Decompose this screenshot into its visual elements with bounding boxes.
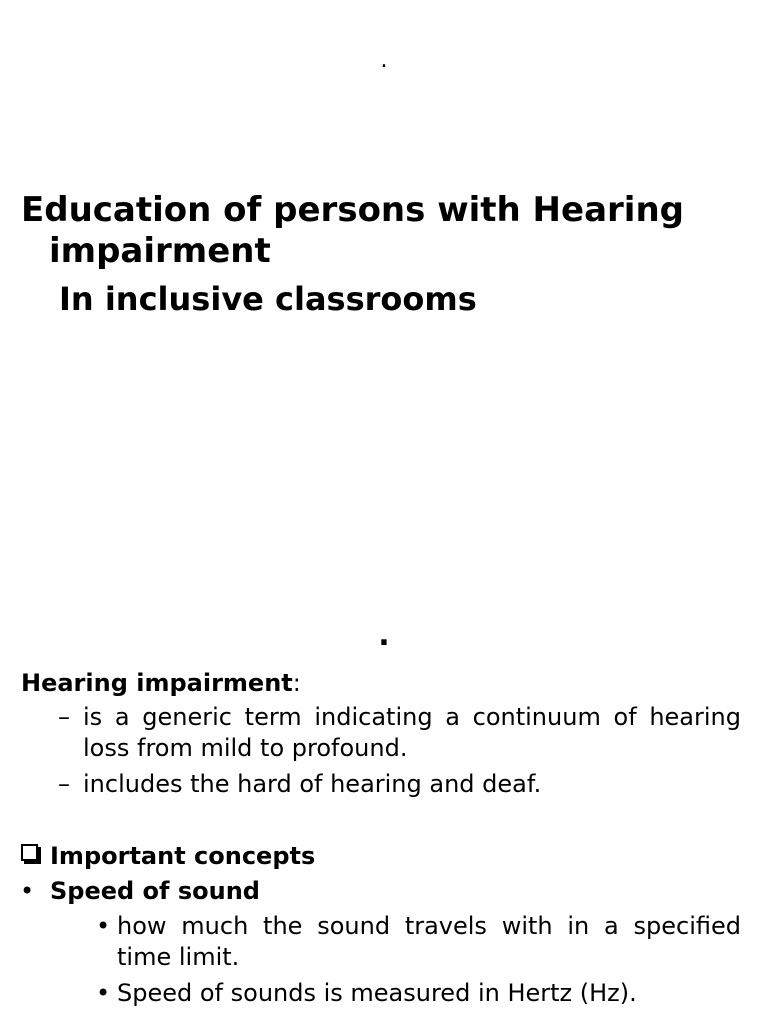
dash-marker: – xyxy=(58,770,70,798)
definition-item-text: is a generic term indicating a continuum of hearing loss from mild to profound. xyxy=(83,703,741,762)
content-body xyxy=(21,668,741,1014)
title-line-2: impairment xyxy=(49,231,271,271)
concept-point xyxy=(21,978,741,1009)
section-dot: . xyxy=(378,618,390,653)
page-title xyxy=(21,190,741,272)
definition-colon: : xyxy=(292,669,301,697)
definition-item xyxy=(21,769,741,800)
concepts-topic-text: Speed of sound xyxy=(50,877,260,905)
bullet-marker: • xyxy=(96,979,111,1007)
definition-item xyxy=(21,702,741,764)
concept-point-text: Speed of sounds is measured in Hertz (Hz). xyxy=(117,979,637,1007)
checkbox-square-icon xyxy=(21,844,38,861)
page-subtitle: In inclusive classrooms xyxy=(59,280,477,318)
concept-point xyxy=(21,911,741,973)
definition-item-text: includes the hard of hearing and deaf. xyxy=(83,770,542,798)
definition-term: Hearing impairment xyxy=(21,669,293,697)
bullet-marker: • xyxy=(20,877,35,905)
concepts-heading-text: Important concepts xyxy=(50,842,316,870)
concepts-heading xyxy=(21,841,741,876)
bullet-marker: • xyxy=(96,912,111,940)
top-dot: . xyxy=(380,48,388,73)
concept-point-text: how much the sound travels with in a specified time limit. xyxy=(117,912,741,971)
dash-marker: – xyxy=(58,703,70,731)
concepts-topic xyxy=(21,876,741,911)
definition-heading xyxy=(21,668,741,702)
title-line-1: Education of persons with Hearing xyxy=(21,190,684,230)
spacer xyxy=(21,805,741,841)
